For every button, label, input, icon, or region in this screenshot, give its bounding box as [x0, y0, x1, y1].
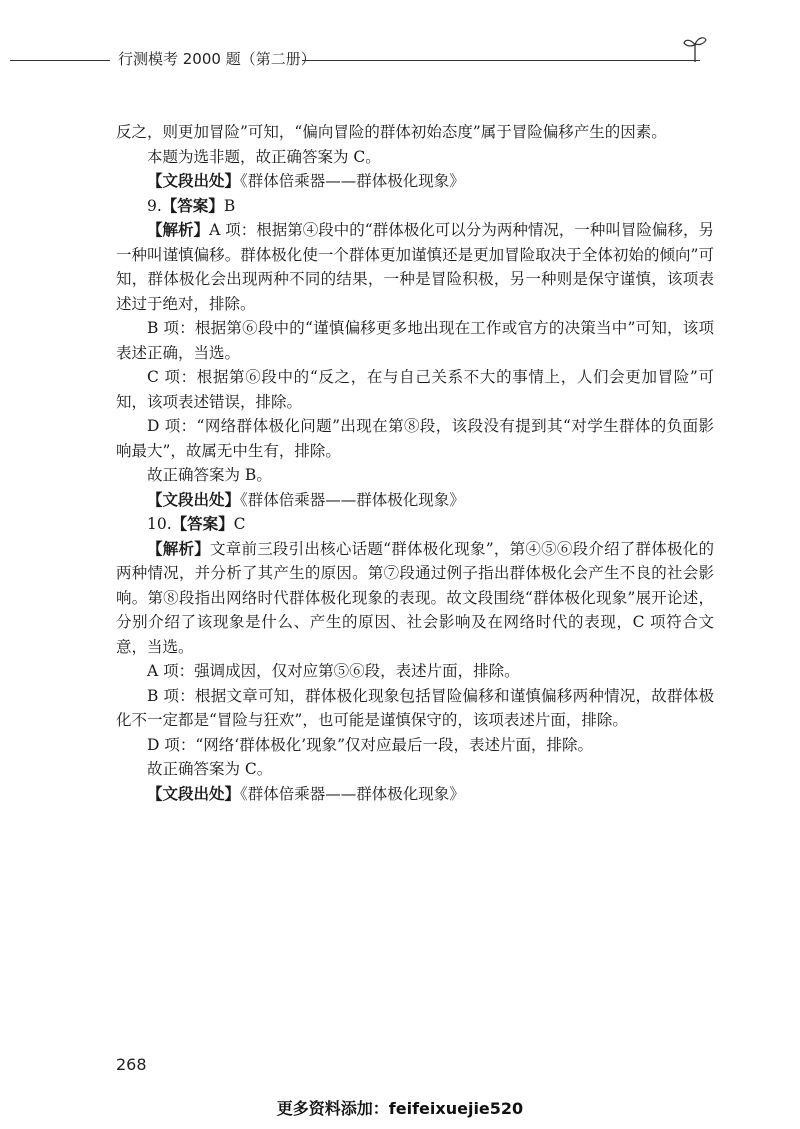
- answer-tag: 【答案】: [171, 515, 234, 533]
- header-title: 行测模考 2000 题（第二册）: [118, 50, 316, 68]
- paragraph: B 项：根据文章可知，群体极化现象包括冒险偏移和谨慎偏移两种情况，故群体极化不一定都是“冒险与狂欢”，也可能是谨慎保守的，该项表述片面，排除。: [116, 686, 714, 729]
- running-header: [10, 46, 710, 74]
- page-number: 268: [116, 1055, 147, 1074]
- header-rule-left: [10, 60, 110, 61]
- paragraph: 本题为选非题，故正确答案为 C。: [147, 147, 381, 166]
- sprout-icon: [682, 34, 708, 64]
- analysis-text: 文章前三段引出核心话题“群体极化现象”，第④⑤⑥段介绍了群体极化的两种情况，并分析了其产生的原因。第⑦段通过例子指出群体极化会产生不良的社会影响。第⑧段指出网络时代群体极化现象的表现。故文段围绕“群体极化现象”展开论述，分别介绍了该现象是什么、产生的原因、社会影响及在网络时代的表现，C 项符合文意，当选。: [116, 539, 714, 656]
- source-text: 《群体倍乘器——群体极化现象》: [240, 784, 465, 803]
- answer-line: [116, 194, 714, 219]
- watermark-label: 更多资料添加：feifeixuejie520: [276, 1099, 524, 1118]
- analysis-paragraph: [116, 218, 714, 316]
- paragraph: A 项：强调成因，仅对应第⑤⑥段，表述片面，排除。: [147, 662, 520, 680]
- paragraph: C 项：根据第⑥段中的“反之，在与自己关系不大的事情上，人们会更加冒险”可知，该项表述错误，排除。: [116, 368, 714, 411]
- paragraph: B 项：根据第⑥段中的“谨慎偏移更多地出现在工作或官方的决策当中”可知，该项表述正确，当选。: [116, 319, 714, 362]
- answer-value: B: [223, 196, 236, 215]
- question-number: 10.: [147, 515, 172, 533]
- answer-value: C: [233, 515, 246, 533]
- source-text: 《群体倍乘器——群体极化现象》: [240, 490, 465, 509]
- analysis-text: A 项：根据第④段中的“群体极化可以分为两种情况，一种叫冒险偏移，另一种叫谨慎偏移。群体极化使一个群体更加谨慎还是更加冒险取决于全体初始的倾向”可知，群体极化会出现两种不同的结果，一种是冒险积极，另一种则是保守谨慎，该项表述过于绝对，排除。: [116, 221, 714, 313]
- source-line: [116, 169, 714, 194]
- main-content: [116, 120, 714, 806]
- analysis-tag: 【解析】: [147, 539, 210, 558]
- paragraph: 反之，则更加冒险”可知，“偏向冒险的群体初始态度”属于冒险偏移产生的因素。: [116, 123, 667, 141]
- answer-line: [116, 512, 714, 537]
- source-line: [116, 488, 714, 513]
- watermark-text: [0, 1096, 800, 1119]
- paragraph: 故正确答案为 B。: [147, 466, 272, 484]
- analysis-paragraph: [116, 537, 714, 660]
- source-tag: 【文段出处】: [147, 172, 241, 190]
- analysis-tag: 【解析】: [147, 221, 210, 239]
- source-line: [116, 782, 714, 807]
- paragraph: D 项：“网络群体极化问题”出现在第⑧段，该段没有提到其“对学生群体的负面影响最大”，故属无中生有，排除。: [116, 417, 714, 460]
- paragraph: 故正确答案为 C。: [147, 760, 273, 778]
- source-tag: 【文段出处】: [147, 784, 241, 803]
- answer-tag: 【答案】: [161, 196, 224, 215]
- source-text: 《群体倍乘器——群体极化现象》: [240, 172, 465, 190]
- question-number: 9.: [147, 196, 162, 215]
- paragraph: D 项：“网络‘群体极化’现象”仅对应最后一段，表述片面，排除。: [147, 735, 594, 754]
- header-rule-right: [302, 60, 700, 61]
- source-tag: 【文段出处】: [147, 490, 241, 509]
